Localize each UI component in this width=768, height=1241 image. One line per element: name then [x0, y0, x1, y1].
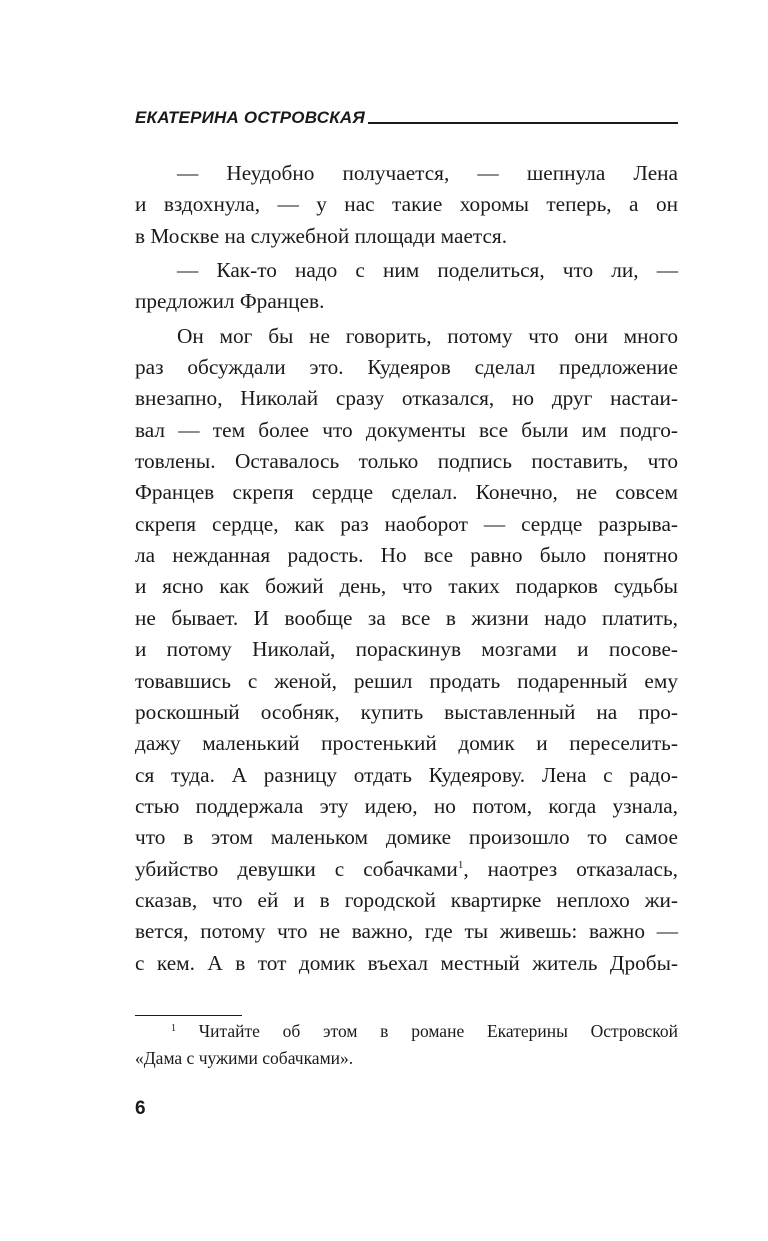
- text-line: в Москве на служебной площади мается.: [135, 223, 508, 248]
- text-fragment: , наотрез отказалась,: [463, 856, 678, 881]
- text-line: — Неудобно получается, — шепнула Лена: [177, 161, 678, 185]
- text-line: раз обсуждали это. Кудеяров сделал предложение: [135, 355, 678, 380]
- text-line: товлены. Оставалось только подпись поставить, что: [135, 449, 678, 474]
- text-line: и вздохнула, — у нас такие хоромы теперь, а он: [135, 192, 678, 217]
- footnote-reference[interactable]: 1: [457, 858, 464, 871]
- running-head-rule: [368, 122, 678, 124]
- text-line: стью поддержала эту идею, но потом, когда узнала,: [135, 793, 678, 818]
- footnote: [135, 1018, 678, 1072]
- text-line: и потому Николай, пораскинув мозгами и посове-: [135, 637, 678, 662]
- text-fragment: убийство девушки с собачками: [135, 856, 458, 881]
- footnote-line: [135, 1018, 678, 1045]
- text-line: дажу маленький простенький домик и переселить-: [135, 731, 678, 756]
- footnote-rule: [135, 1015, 242, 1016]
- text-line: предложил Францев.: [135, 289, 325, 314]
- text-line: вал — тем более что документы все были им подго-: [135, 417, 678, 442]
- text-line: — Как-то надо с ним поделиться, что ли, —: [177, 258, 678, 283]
- footnote-marker: 1: [171, 1023, 176, 1034]
- text-line: и ясно как божий день, что таких подарков судьбы: [135, 574, 678, 599]
- text-line: что в этом маленьком домике произошло то самое: [135, 825, 678, 850]
- text-line: ла нежданная радость. Но все равно было понятно: [135, 543, 678, 568]
- text-line: не бывает. И вообще за все в жизни надо платить,: [135, 605, 678, 630]
- text-line: товавшись с женой, решил продать подаренный ему: [135, 668, 678, 693]
- text-line: скрепя сердце, как раз наоборот — сердце разрыва-: [135, 511, 678, 536]
- footnote-text: Читайте об этом в романе Екатерины Островской: [198, 1021, 679, 1041]
- text-line: Он мог бы не говорить, потому что они много: [177, 323, 678, 348]
- text-line: сказав, что ей и в городской квартирке неплохо жи-: [135, 887, 678, 912]
- body-text: [135, 158, 678, 979]
- footnote-line: «Дама с чужими собачками».: [135, 1048, 354, 1068]
- book-page: [135, 0, 678, 1241]
- page-number: 6: [135, 1098, 146, 1119]
- text-line: с кем. А в тот домик въехал местный житель Дробы-: [135, 950, 678, 975]
- running-head: [135, 104, 678, 128]
- text-line: Францев скрепя сердце сделал. Конечно, не совсем: [135, 480, 678, 505]
- text-line: роскошный особняк, купить выставленный на про-: [135, 699, 678, 724]
- text-line-with-footnote-ref: [135, 854, 678, 885]
- text-line: вется, потому что не важно, где ты живешь: важно —: [135, 919, 678, 944]
- running-head-author: ЕКАТЕРИНА ОСТРОВСКАЯ: [135, 108, 365, 127]
- text-line: ся туда. А разницу отдать Кудеярову. Лена с радо-: [135, 762, 678, 787]
- text-line: внезапно, Николай сразу отказался, но друг настаи-: [135, 386, 678, 411]
